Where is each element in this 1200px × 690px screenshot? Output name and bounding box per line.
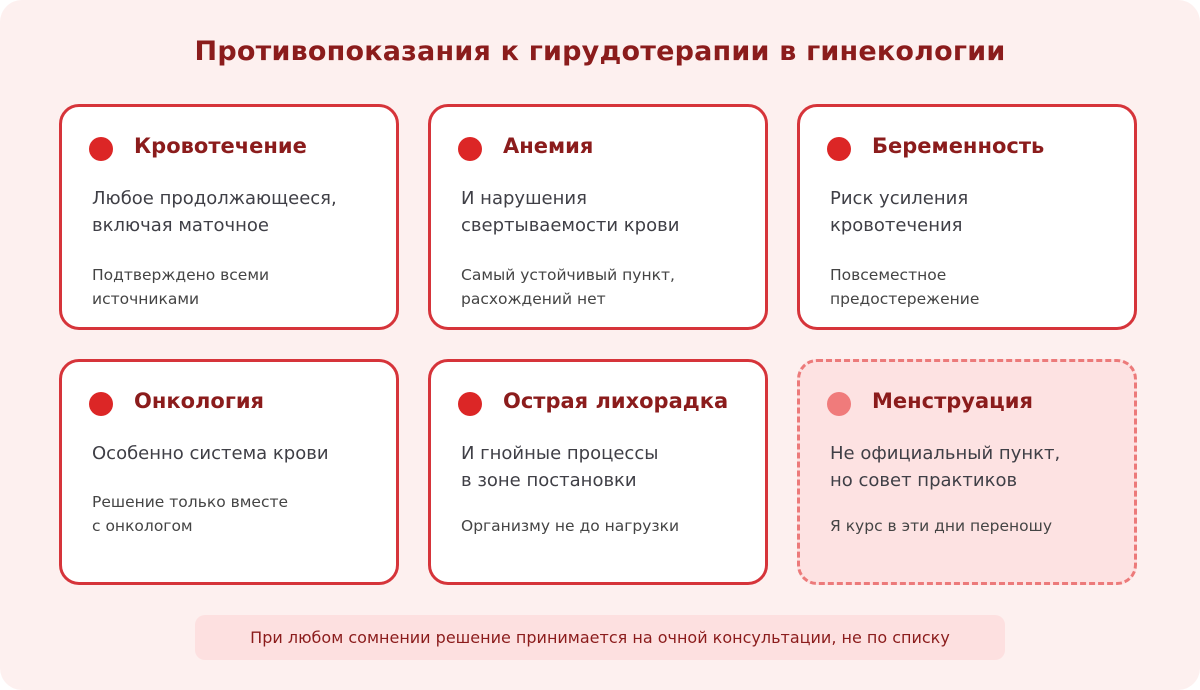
card-title: Острая лихорадка	[503, 389, 729, 413]
red-dot-icon	[89, 137, 113, 161]
card-title: Кровотечение	[134, 134, 307, 158]
card-note: Организму не до нагрузки	[461, 517, 680, 535]
red-dot-icon	[458, 137, 482, 161]
footer-note: При любом сомнении решение принимается на очной консультации, не по списку	[195, 615, 1005, 660]
card-note: Я курс в эти дни переношу	[830, 517, 1052, 535]
red-dot-icon	[89, 392, 113, 416]
card-title: Беременность	[872, 134, 1045, 158]
red-dot-icon	[827, 137, 851, 161]
card-description: Особенно система крови	[92, 443, 329, 464]
page-title: Противопоказания к гирудотерапии в гинекологии	[194, 36, 1006, 67]
card-description: Любое продолжающееся, включая маточное	[92, 188, 337, 236]
card-description: И гнойные процессы в зоне постановки	[461, 443, 659, 491]
card-description: И нарушения свертываемости крови	[461, 188, 680, 236]
card-note: Повсеместное предостережение	[830, 266, 980, 308]
card-bleeding	[59, 104, 399, 330]
card-description: Риск усиления кровотечения	[830, 188, 969, 236]
card-oncology	[59, 359, 399, 585]
card-title: Анемия	[503, 134, 594, 158]
card-note: Решение только вместе с онкологом	[92, 493, 289, 535]
card-description: Не официальный пункт, но совет практиков	[830, 443, 1061, 491]
card-menstruation	[797, 359, 1137, 585]
card-title: Менструация	[872, 389, 1033, 413]
card-note: Подтверждено всеми источниками	[92, 266, 270, 308]
card-note: Самый устойчивый пункт, расхождений нет	[461, 266, 675, 308]
card-pregnancy	[797, 104, 1137, 330]
card-title: Онкология	[134, 389, 265, 413]
card-acute-fever	[428, 359, 768, 585]
card-anemia	[428, 104, 768, 330]
red-dot-icon	[458, 392, 482, 416]
pink-dot-icon	[827, 392, 851, 416]
